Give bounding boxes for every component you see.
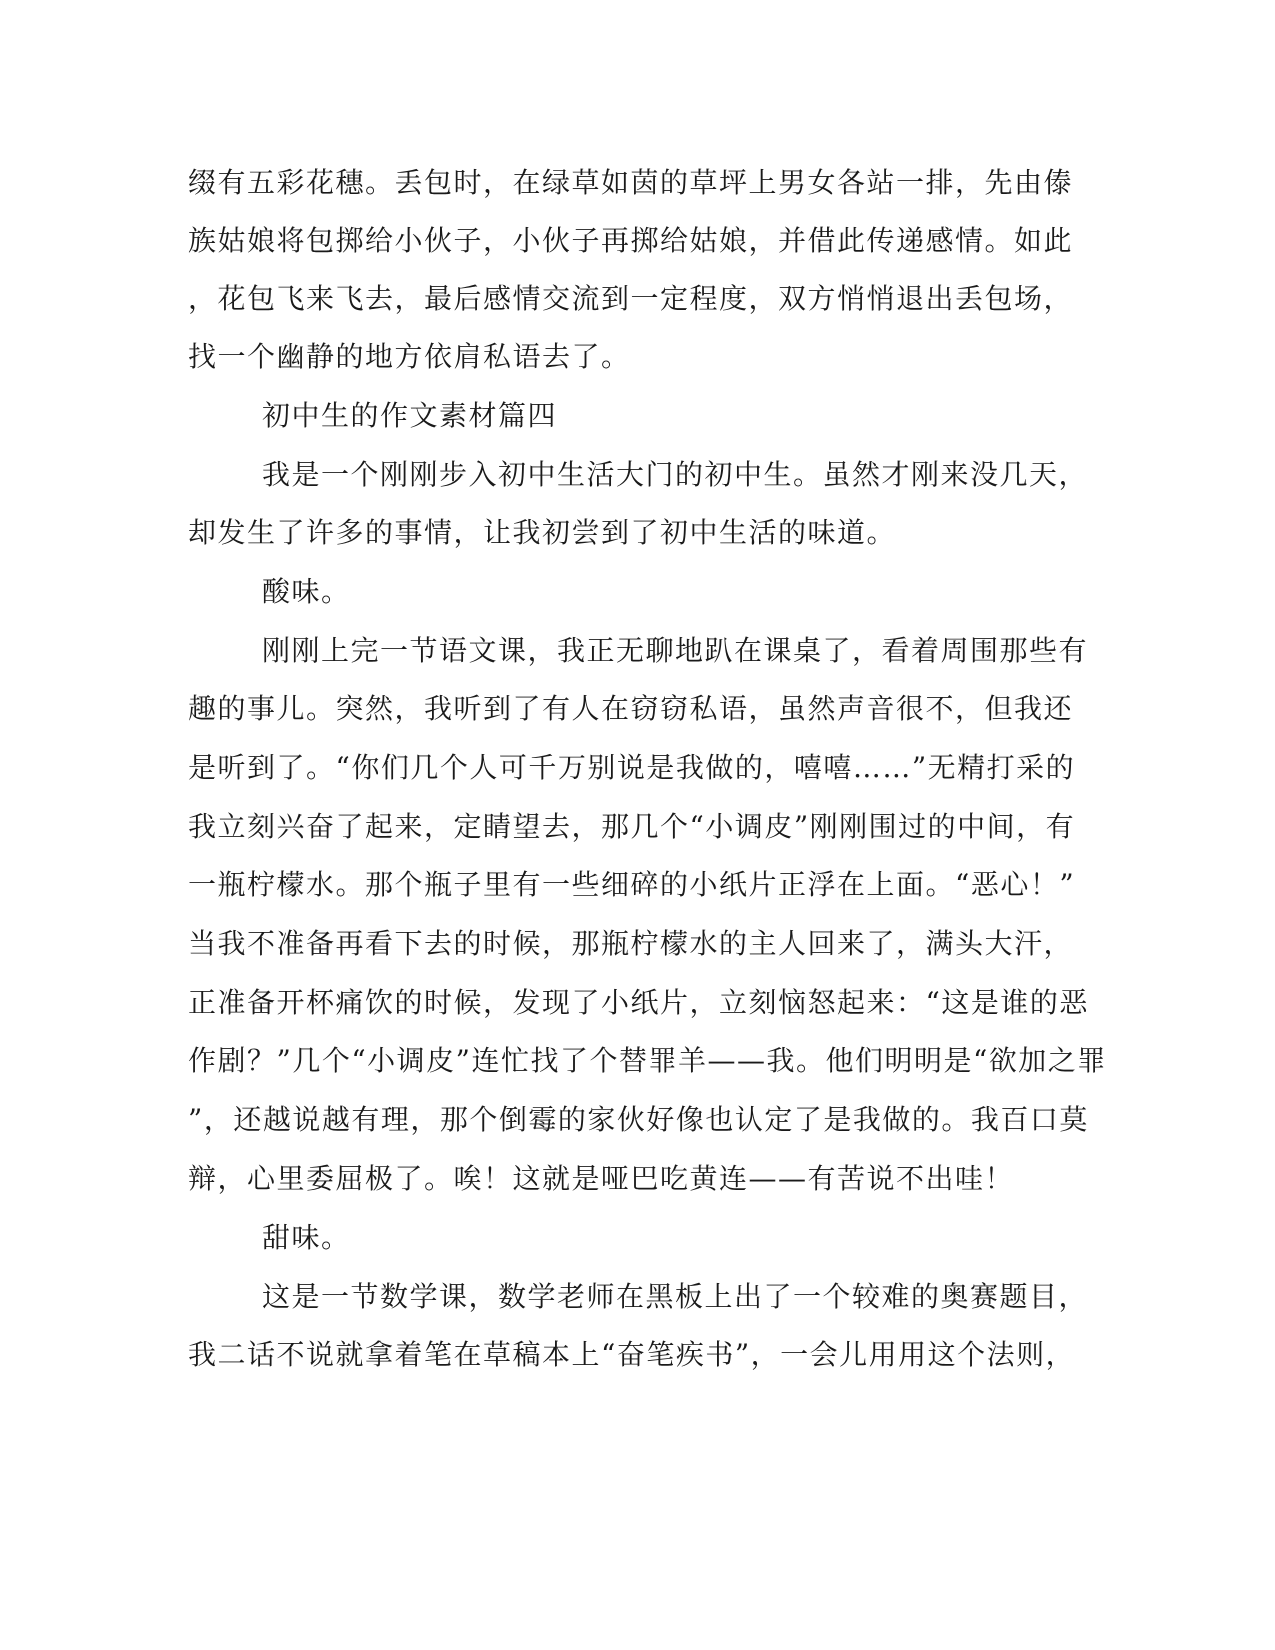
paragraph-line: 正准备开杯痛饮的时候，发现了小纸片，立刻恼怒起来：“这是谁的恶 (188, 986, 1089, 1019)
paragraph-line: 当我不准备再看下去的时候，那瓶柠檬水的主人回来了，满头大汗， (188, 927, 1074, 960)
paragraph-line: ”，还越说越有理，那个倒霉的家伙好像也认定了是我做的。我百口莫 (188, 1103, 1089, 1136)
section-heading: 初中生的作文素材篇四 (262, 399, 558, 432)
paragraph-line: 刚刚上完一节语文课，我正无聊地趴在课桌了，看着周围那些有 (262, 634, 1089, 667)
paragraph-line: 甜味。 (262, 1221, 351, 1254)
paragraph-line: ，花包飞来飞去，最后感情交流到一定程度，双方悄悄退出丢包场， (188, 282, 1074, 315)
paragraph-line: 一瓶柠檬水。那个瓶子里有一些细碎的小纸片正浮在上面。“恶心！” (188, 868, 1076, 901)
paragraph-line: 是听到了。“你们几个人可千万别说是我做的，嘻嘻……”无精打采的 (188, 751, 1076, 784)
paragraph-line: 找一个幽静的地方依肩私语去了。 (188, 340, 631, 373)
paragraph-line: 辩，心里委屈极了。唉！这就是哑巴吃黄连——有苦说不出哇！ (188, 1162, 1015, 1195)
paragraph-line: 趣的事儿。突然，我听到了有人在窃窃私语，虽然声音很不，但我还 (188, 692, 1074, 725)
paragraph-line: 缀有五彩花穗。丢包时，在绿草如茵的草坪上男女各站一排，先由傣 (188, 166, 1074, 199)
paragraph-line: 酸味。 (262, 575, 351, 608)
paragraph-line: 这是一节数学课，数学老师在黑板上出了一个较难的奥赛题目， (262, 1280, 1089, 1313)
paragraph-line: 作剧？”几个“小调皮”连忙找了个替罪羊——我。他们明明是“欲加之罪 (188, 1044, 1107, 1077)
paragraph-line: 我二话不说就拿着笔在草稿本上“奋笔疾书”，一会儿用用这个法则， (188, 1338, 1076, 1371)
paragraph-line: 却发生了许多的事情，让我初尝到了初中生活的味道。 (188, 516, 897, 549)
paragraph-line: 我立刻兴奋了起来，定睛望去，那几个“小调皮”刚刚围过的中间，有 (188, 810, 1076, 843)
paragraph-line: 族姑娘将包掷给小伙子，小伙子再掷给姑娘，并借此传递感情。如此 (188, 224, 1074, 257)
paragraph-line: 我是一个刚刚步入初中生活大门的初中生。虽然才刚来没几天， (262, 458, 1089, 491)
